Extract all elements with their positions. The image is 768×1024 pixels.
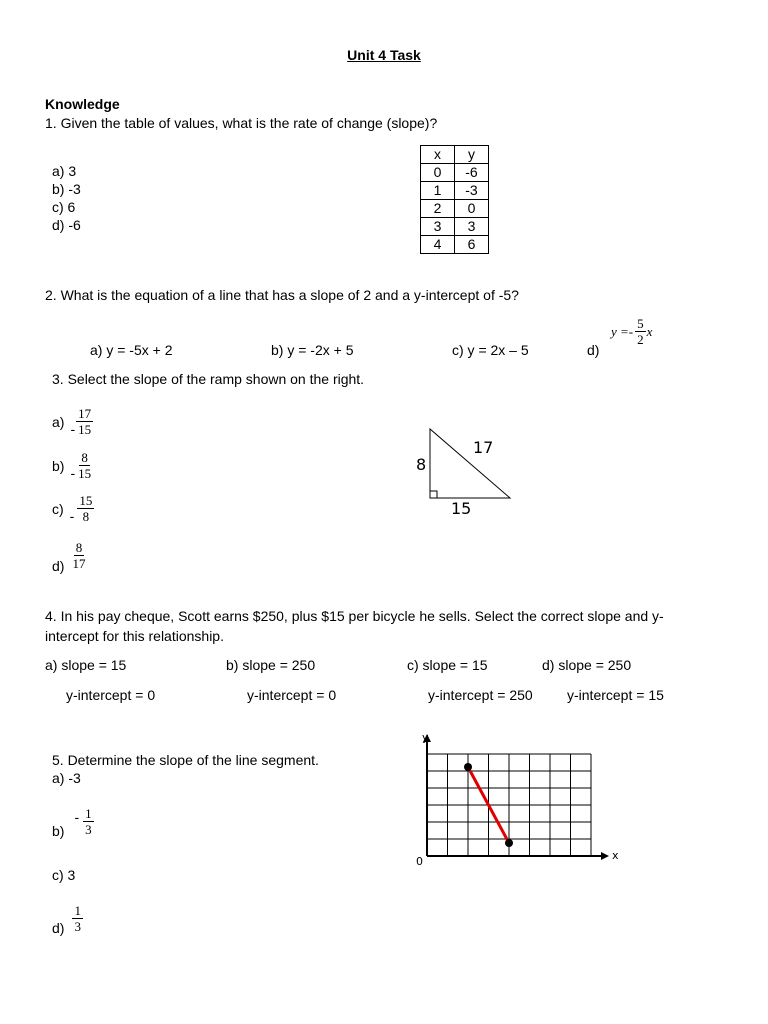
fraction-numerator: 8 (81, 450, 88, 465)
fraction-denominator: 3 (74, 919, 81, 934)
table-header-row (421, 146, 489, 164)
right-angle-marker (430, 491, 437, 498)
q1-option-c: c) 6 (52, 199, 76, 215)
table-cell: -6 (455, 164, 489, 182)
question-4-text-line-2: intercept for this relationship. (45, 628, 224, 644)
fraction-numerator: 1 (85, 806, 92, 821)
section-heading: Knowledge (45, 96, 120, 112)
table-row (421, 218, 489, 236)
fraction-denominator: 3 (85, 822, 92, 837)
y-axis-label: y (422, 731, 429, 744)
q1-option-a: a) 3 (52, 163, 77, 179)
fraction-denominator: 17 (72, 555, 86, 571)
ramp-triangle-diagram (405, 420, 525, 520)
q3-option-a (52, 406, 93, 437)
table-row (421, 236, 489, 254)
question-3-text: 3. Select the slope of the ramp shown on the right. (52, 371, 365, 387)
segment-endpoint-bottom (505, 839, 513, 847)
origin-label: 0 (416, 855, 423, 868)
q5-option-c: c) 3 (52, 867, 76, 883)
fraction-denominator: 15 (78, 466, 92, 481)
q2-d-lhs: y =- (611, 323, 634, 339)
option-fraction (72, 903, 83, 936)
q3-option-c (52, 493, 94, 524)
q2-option-a: a) y = -5x + 2 (90, 342, 173, 358)
q4-option-c-intercept: y-intercept = 250 (428, 687, 533, 703)
triangle-shape (430, 429, 510, 498)
vertical-side-label: 8 (416, 455, 427, 474)
question-5-text: 5. Determine the slope of the line segment. (52, 752, 319, 768)
q4-option-a-slope: a) slope = 15 (45, 657, 127, 673)
fraction-numerator: 1 (74, 903, 81, 918)
q2-option-c: c) y = 2x – 5 (452, 342, 529, 358)
q2-option-b: b) y = -2x + 5 (271, 342, 354, 358)
x-axis-arrow (601, 852, 609, 860)
table-cell: 1 (421, 182, 455, 200)
fraction-numerator: 15 (79, 493, 93, 508)
q4-option-d-intercept: y-intercept = 15 (567, 687, 664, 703)
question-2-text: 2. What is the equation of a line that has a slope of 2 and a y-intercept of -5? (45, 287, 519, 303)
table-cell: 0 (421, 164, 455, 182)
option-label: c) (52, 500, 64, 517)
table-cell: 2 (421, 200, 455, 218)
option-label: a) (52, 413, 65, 430)
table-cell: 3 (421, 218, 455, 236)
fraction-denominator: 15 (78, 422, 92, 437)
q5-option-d (52, 903, 83, 936)
fraction-numerator: 8 (75, 539, 83, 555)
q3-option-b (52, 450, 93, 481)
option-sign: - (70, 464, 76, 481)
option-sign: - (74, 809, 80, 825)
base-side-label: 15 (451, 499, 472, 518)
table-row (421, 182, 489, 200)
option-label: d) (52, 558, 65, 574)
q1-option-d: d) -6 (52, 217, 81, 233)
x-axis-label: x (612, 849, 619, 862)
q4-option-b-intercept: y-intercept = 0 (247, 687, 337, 703)
table-of-values (420, 145, 489, 254)
table-header-x: x (421, 146, 455, 164)
question-4-text-line-1: 4. In his pay cheque, Scott earns $250, plus $15 per bicycle he sells. Select the correct slope and y- (45, 608, 664, 624)
q4-option-c-slope: c) slope = 15 (407, 657, 488, 673)
option-sign: - (70, 420, 76, 437)
table-header-y: y (455, 146, 489, 164)
q2-option-d-equation (611, 316, 652, 347)
option-fraction (70, 540, 87, 571)
q2-d-fraction (635, 316, 646, 347)
page-title: Unit 4 Task (347, 47, 421, 63)
q1-option-b: b) -3 (52, 181, 81, 197)
q2-option-d-label: d) (587, 342, 600, 358)
fraction-numerator: 5 (637, 316, 644, 331)
table-cell: 0 (455, 200, 489, 218)
option-fraction (83, 806, 94, 839)
fraction-denominator: 2 (637, 332, 644, 347)
table-row (421, 164, 489, 182)
table-cell: -3 (455, 182, 489, 200)
table-cell: 3 (455, 218, 489, 236)
hypotenuse-label: 17 (473, 438, 494, 457)
q3-option-d (52, 536, 87, 574)
fraction-denominator: 8 (82, 509, 90, 524)
option-fraction (77, 493, 94, 524)
option-label: d) (52, 920, 65, 936)
option-fraction (76, 450, 93, 481)
q5-option-a: a) -3 (52, 770, 81, 786)
option-label: b) (52, 457, 65, 474)
option-sign: - (69, 507, 75, 524)
q2-d-variable: x (646, 323, 653, 339)
table-row (421, 200, 489, 218)
q4-option-a-intercept: y-intercept = 0 (66, 687, 156, 703)
q5-option-b (52, 806, 94, 839)
q4-option-b-slope: b) slope = 250 (226, 657, 316, 673)
option-fraction (76, 406, 93, 437)
table-cell: 4 (421, 236, 455, 254)
question-1-text: 1. Given the table of values, what is the rate of change (slope)? (45, 115, 438, 131)
q4-option-d-slope: d) slope = 250 (542, 657, 632, 673)
line-segment-graph (405, 728, 625, 868)
table-cell: 6 (455, 236, 489, 254)
fraction-numerator: 17 (78, 406, 92, 421)
option-label: b) (52, 823, 65, 839)
segment-endpoint-top (464, 763, 472, 771)
